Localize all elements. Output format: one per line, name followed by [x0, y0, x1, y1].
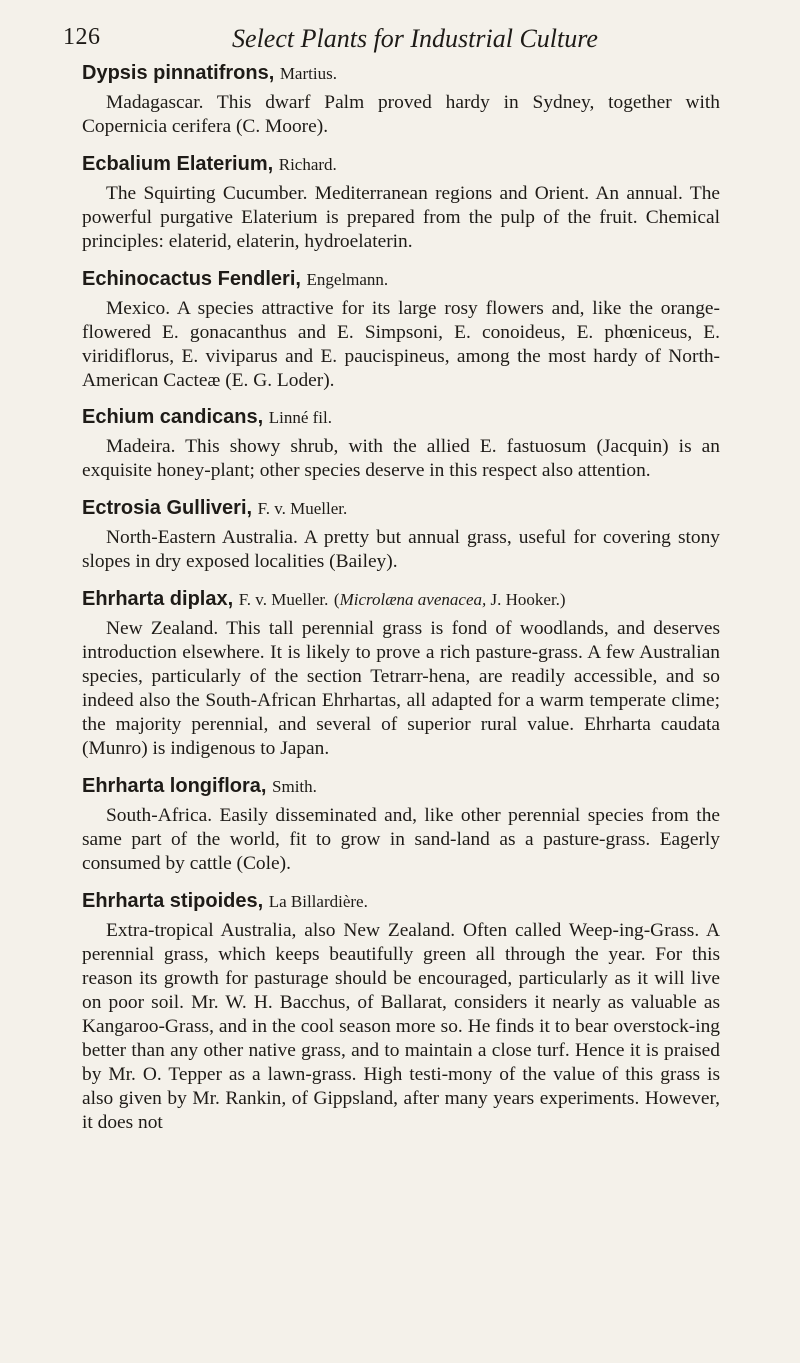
plant-name: Dypsis pinnatifrons,	[82, 62, 275, 84]
entry-text: New Zealand. This tall perennial grass is fond of woodlands, and deserves introduction elsewhere. It is likely to prove a rich pasture-grass. A few Australian species, particularly of the section Tetrarr-hena, are readily accessible, and so indeed also the South-African Ehrhartas, all adapted for a warm temperate clime; the majority perennial, and several of superior rural value. Ehrharta caudata (Munro) is indigenous to Japan.	[82, 618, 720, 759]
plant-name: Echinocactus Fendleri,	[82, 268, 301, 290]
entry-text: North-Eastern Australia. A pretty but annual grass, useful for covering stony slopes in dry exposed localities (Bailey).	[82, 527, 720, 572]
plant-entry	[82, 495, 720, 574]
entry-text: Madeira. This showy shrub, with the allied E. fastuosum (Jacquin) is an exquisite honey-plant; other species deserve in this respect also attention.	[82, 436, 720, 481]
plant-name: Ectrosia Gulliveri,	[82, 497, 253, 519]
entry-heading	[82, 888, 720, 915]
plant-synonym: (Microlæna avenacea, J. Hooker.)	[333, 590, 566, 609]
synonym-name: Microlæna avenacea,	[339, 590, 487, 609]
plant-entry	[82, 888, 720, 1135]
entry-text: Madagascar. This dwarf Palm proved hardy in Sydney, together with Copernicia cerifera (C. Moore).	[82, 92, 720, 137]
entry-heading	[82, 773, 720, 800]
plant-authority: Smith.	[272, 777, 317, 796]
plant-authority: Richard.	[278, 155, 337, 174]
entry-text: Mexico. A species attractive for its large rosy flowers and, like the orange-flowered E. gonacanthus and E. Simpsoni, E. conoideus, E. phœniceus, E. viridiflorus, E. viviparus and E. paucispineus, among the most hardy of North-American Cacteæ (E. G. Loder).	[82, 298, 720, 391]
plant-name: Ehrharta stipoides,	[82, 890, 264, 912]
plant-entry	[82, 773, 720, 876]
plant-name: Echium candicans,	[82, 406, 264, 428]
running-head: Select Plants for Industrial Culture	[232, 24, 598, 53]
plant-authority: Linné fil.	[268, 408, 332, 427]
plant-entry	[82, 586, 720, 761]
plant-entry	[82, 266, 720, 393]
plant-name: Ehrharta longiflora,	[82, 775, 267, 797]
plant-authority: F. v. Mueller.	[238, 590, 329, 609]
entry-text: South-Africa. Easily disseminated and, like other perennial species from the same part of the world, fit to grow in sand-land as a pasture-grass. Eagerly consumed by cattle (Cole).	[82, 805, 720, 874]
plant-name: Ehrharta diplax,	[82, 588, 234, 610]
plant-authority: Martius.	[279, 64, 337, 83]
plant-authority: Engelmann.	[306, 270, 389, 289]
plant-authority: La Billardière.	[268, 892, 368, 911]
page-content	[82, 60, 720, 1135]
entry-heading	[82, 495, 720, 522]
plant-authority: F. v. Mueller.	[257, 499, 348, 518]
plant-entry	[82, 151, 720, 254]
entry-heading	[82, 151, 720, 178]
plant-name: Ecbalium Elaterium,	[82, 153, 274, 175]
entry-heading	[82, 60, 720, 87]
page-number: 126	[63, 24, 101, 50]
plant-entry	[82, 404, 720, 483]
entry-heading	[82, 404, 720, 431]
entry-text: The Squirting Cucumber. Mediterranean regions and Orient. An annual. The powerful purgative Elaterium is prepared from the pulp of the fruit. Chemical principles: elaterid, elaterin, hydroelaterin.	[82, 183, 720, 252]
plant-entry	[82, 60, 720, 139]
entry-text: Extra-tropical Australia, also New Zealand. Often called Weep-ing-Grass. A perennial grass, which keeps beautifully green all through the year. For this reason its growth for pasturage should be encouraged, particularly as it will live on poor soil. Mr. W. H. Bacchus, of Ballarat, considers it nearly as valuable as Kangaroo-Grass, and in the cool season more so. He finds it to bear overstock-ing better than any other native grass, and to maintain a close turf. Hence it is praised by Mr. O. Tepper as a lawn-grass. High testi-mony of the value of this grass is also given by Mr. Rankin, of Gippsland, after many years experiments. However, it does not	[82, 920, 720, 1133]
entry-heading	[82, 586, 720, 613]
entry-heading	[82, 266, 720, 293]
